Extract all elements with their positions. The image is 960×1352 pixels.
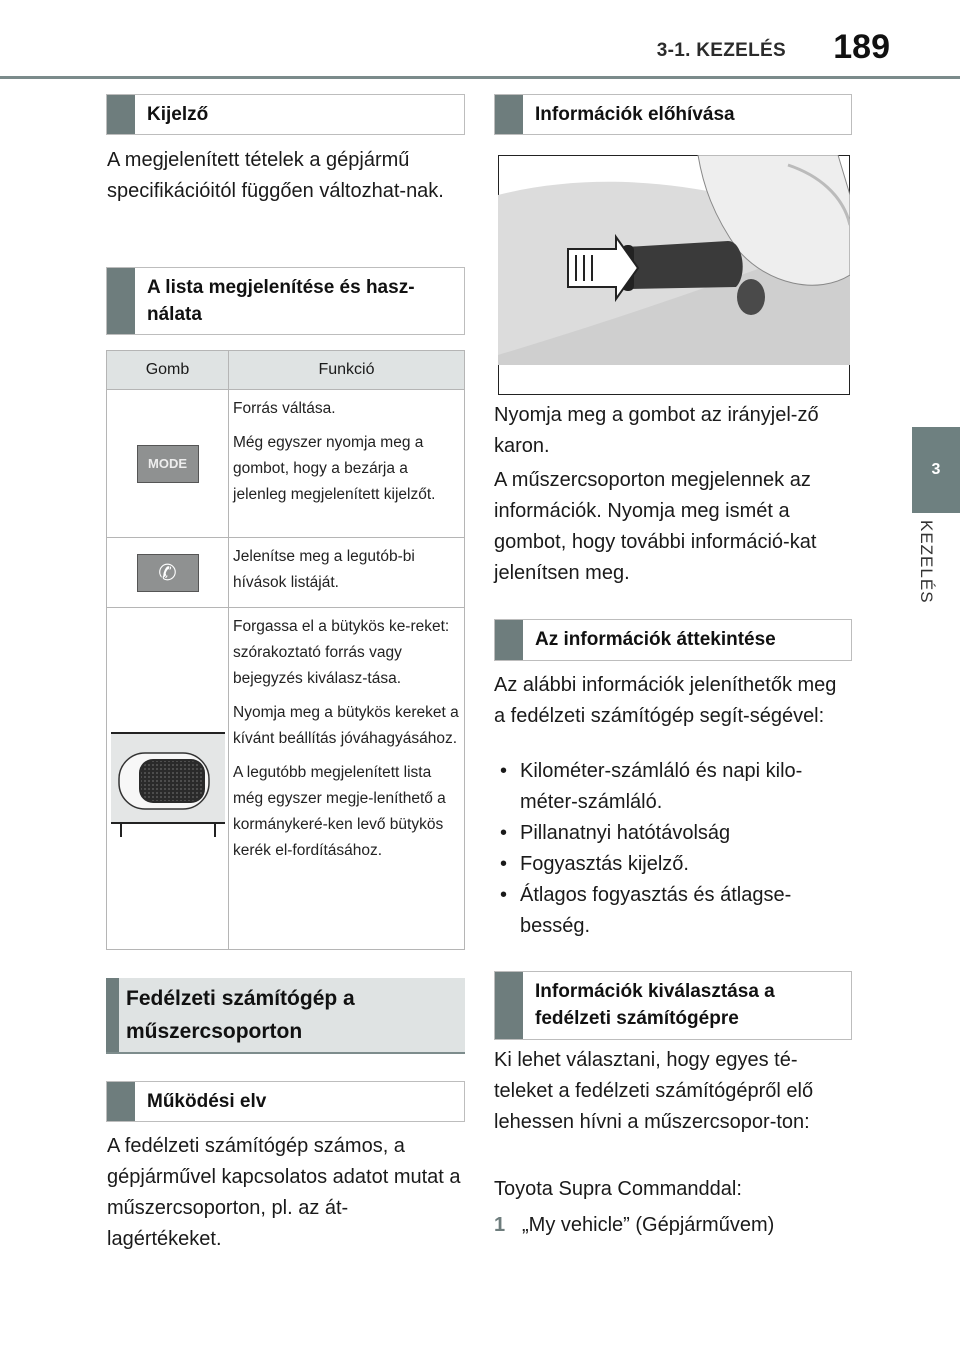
chapter-label: KEZELÉS: [917, 520, 936, 604]
heading-recall-info: [494, 94, 852, 135]
heading-text: Információk előhívása: [535, 104, 735, 125]
table-cell: [107, 390, 229, 538]
mode-button-icon: MODE: [137, 445, 199, 483]
table-cell: [229, 390, 465, 538]
step-text: „My vehicle” (Gépjárművem): [522, 1214, 775, 1236]
page-number: 189: [833, 28, 890, 66]
function-text: Forrás váltása.: [233, 400, 336, 417]
thumbwheel-icon: [111, 723, 225, 837]
chapter-tab: 3: [912, 427, 960, 513]
column-header: Funkció: [229, 351, 465, 390]
paragraph: Nyomja meg a gombot az irányjel-ző karon.: [494, 404, 819, 457]
section-title: 3-1. KEZELÉS: [656, 40, 786, 61]
heading-text: Kijelző: [147, 104, 209, 125]
step-number: 1: [494, 1214, 506, 1236]
heading-info-overview: [494, 619, 852, 661]
function-text: Jelenítse meg a legutób-bi hívások listáját.: [233, 548, 415, 591]
heading-list-usage: [106, 267, 465, 335]
table-cell: [107, 538, 229, 608]
table-cell: [229, 538, 465, 608]
list-item: • Pillanatnyi hatótávolság: [494, 818, 850, 849]
indicator-stalk-image: [498, 155, 850, 395]
paragraph: A megjelenített tételek a gépjármű specifikációitól függően változhat-nak.: [107, 149, 444, 202]
paragraph: Az alábbi információk jeleníthetők meg a fedélzeti számítógép segít-ségével:: [494, 674, 837, 727]
heading-text: Fedélzeti számítógép a műszercsoporton: [126, 987, 355, 1043]
button-function-table: [106, 350, 465, 950]
list-item: • Kilométer-számláló és napi kilo-méter-számláló.: [494, 756, 850, 818]
table-cell: [229, 608, 465, 950]
heading-text: Működési elv: [147, 1091, 267, 1112]
table-row: [107, 390, 465, 538]
list-item: • Fogyasztás kijelző.: [494, 849, 850, 880]
function-text: Nyomja meg a bütykös kereket a kívánt beállítás jóváhagyásához.: [233, 704, 459, 747]
table-header-row: [107, 351, 465, 390]
paragraph: A műszercsoporton megjelennek az információk. Nyomja meg ismét a gombot, hogy további információ-kat jelenítsen meg.: [494, 469, 817, 584]
heading-kijelzo: [106, 94, 465, 135]
function-text: Forgassa el a bütykös ke-reket: szórakoztató forrás vagy bejegyzés kiválasz-tása.: [233, 618, 450, 687]
function-text: A legutóbb megjelenített lista még egyszer megje-leníthető a kormánykeré-ken levő bütykös kerék el-fordításához.: [233, 764, 446, 859]
heading-text: Információk kiválasztása a fedélzeti számítógépre: [535, 981, 775, 1029]
heading-text: A lista megjelenítése és hasz-nálata: [147, 277, 415, 325]
heading-text: Az információk áttekintése: [535, 629, 776, 650]
paragraph: Ki lehet választani, hogy egyes té-teleket a fedélzeti számítógépről elő lehessen hívni a műszercsopor-ton:: [494, 1049, 814, 1133]
heading-onboard-computer: [106, 978, 465, 1054]
phone-icon: ✆: [137, 554, 199, 592]
info-bullet-list: [494, 756, 850, 942]
header-rule: [0, 76, 960, 79]
list-item: • Átlagos fogyasztás és átlagse-besség.: [494, 880, 850, 942]
table-row: [107, 608, 465, 950]
heading-select-info: [494, 971, 852, 1040]
function-text: Még egyszer nyomja meg a gombot, hogy a bezárja a jelenleg megjelenített kijelzőt.: [233, 434, 436, 503]
paragraph: Toyota Supra Commanddal:: [494, 1178, 742, 1200]
column-header: Gomb: [107, 351, 229, 390]
paragraph: A fedélzeti számítógép számos, a gépjárművel kapcsolatos adatot mutat a műszercsoporton, pl. az át-lagértékeket.: [107, 1135, 461, 1250]
heading-principle: [106, 1081, 465, 1122]
table-cell: [107, 608, 229, 950]
table-row: [107, 538, 465, 608]
